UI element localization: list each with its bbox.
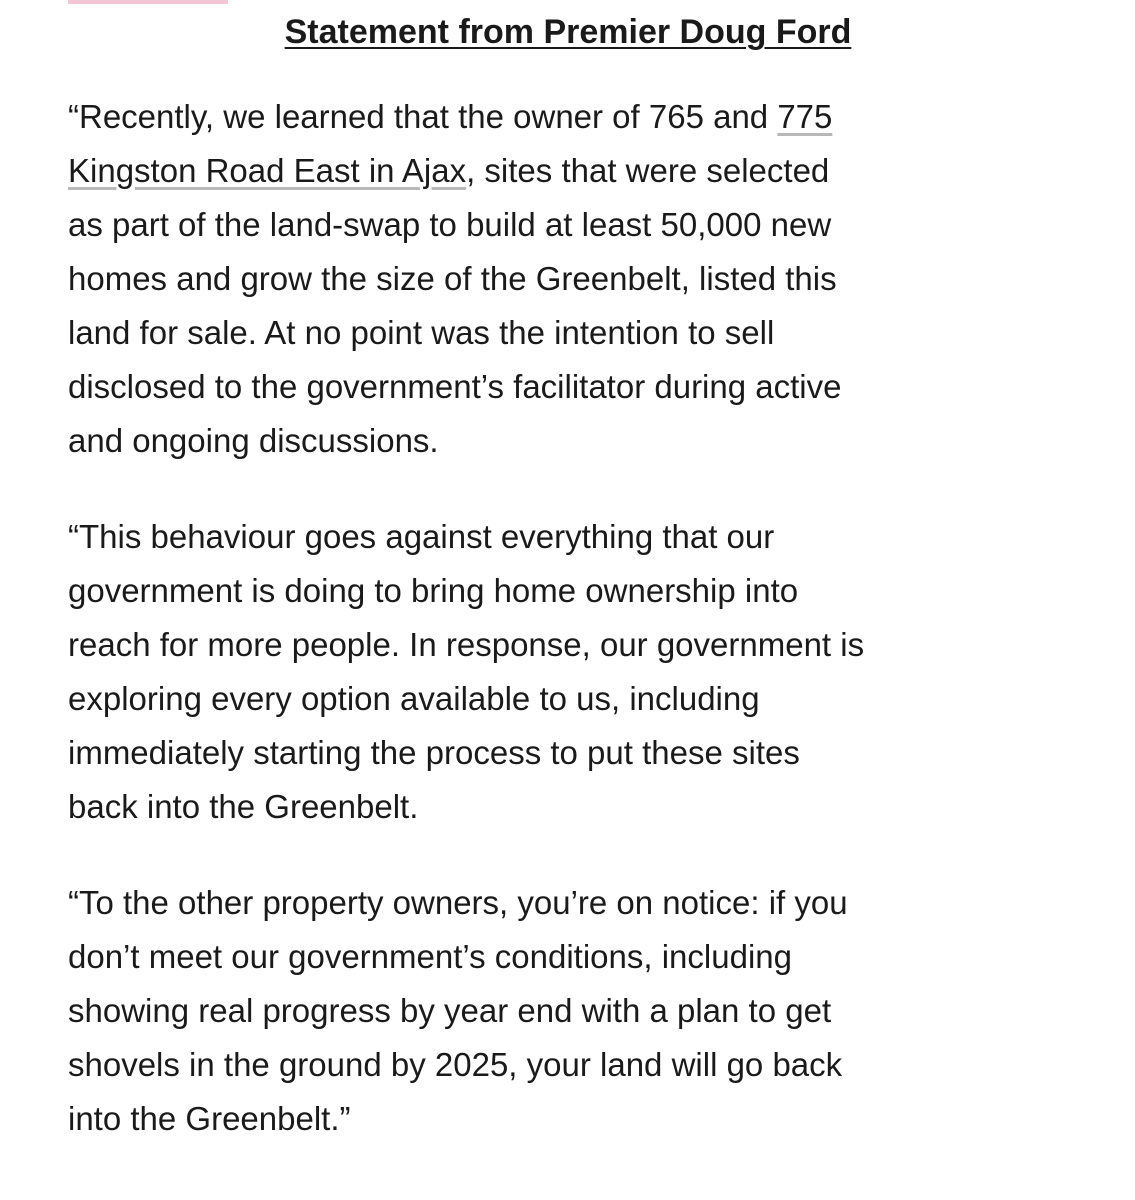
- address-link-775[interactable]: 775: [777, 98, 833, 135]
- statement-document: [68, 10, 1068, 1146]
- paragraph-notice: “To the other property owners, you’re on notice: if you don’t meet our government’s conditions, including showing real progress by year end with a plan to get shovels in the ground by 2025, your land will go back into the Greenbelt.”: [68, 884, 848, 1137]
- address-link-kingston-road[interactable]: Kingston Road East in Ajax: [68, 152, 467, 189]
- paragraph-behaviour: “This behaviour goes against everything that our government is doing to bring home ownership into reach for more people. In response, our government is exploring every option available to us, including immediately starting the process to put these sites back into the Greenbelt.: [68, 518, 865, 825]
- paragraph-recently: “Recently, we learned that the owner of 765 and 775 Kingston Road East in Ajax, sites that were selected as part of the land-swap to build at least 50,000 new homes and grow the size of the Greenbelt, listed this land for sale. At no point was the intention to sell disclosed to the government’s facilitator during active and ongoing discussions.: [68, 98, 842, 459]
- statement-title: Statement from Premier Doug Ford: [284, 13, 852, 51]
- pink-highlight-mark: [68, 0, 228, 4]
